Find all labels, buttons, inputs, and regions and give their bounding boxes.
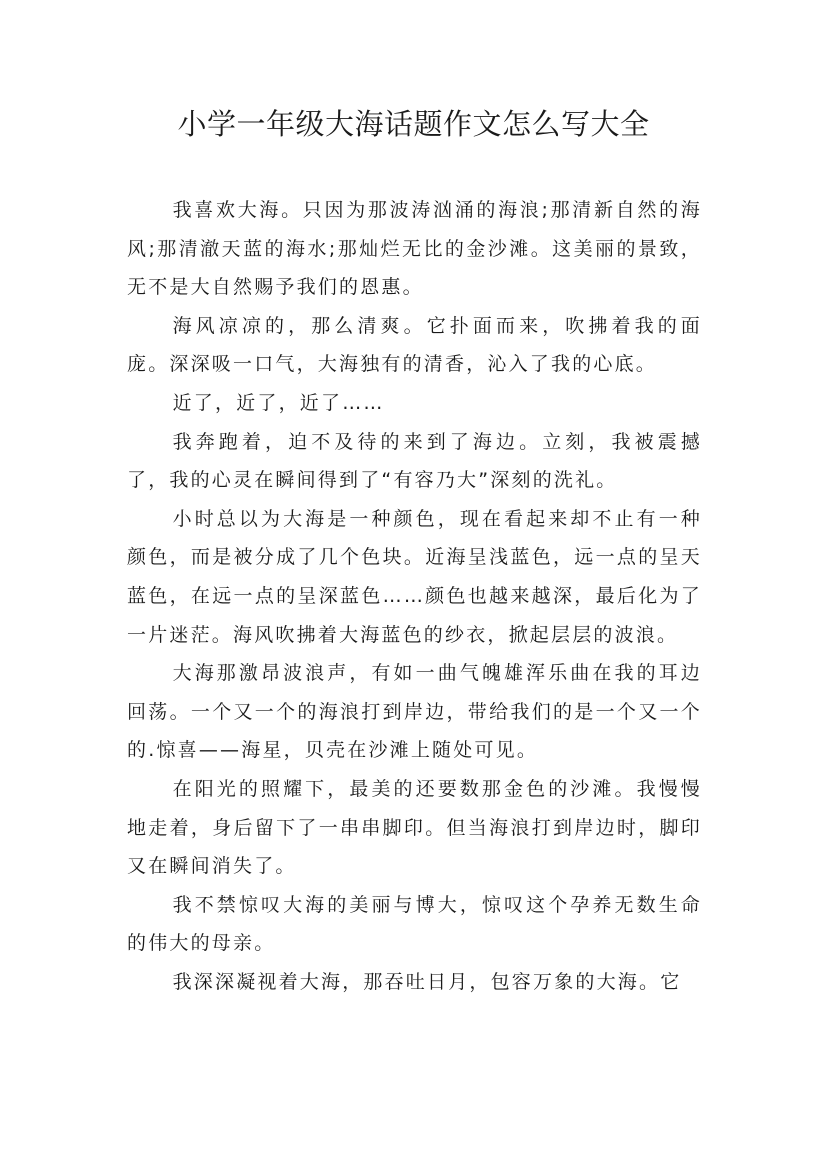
document-body (127, 191, 702, 1001)
paragraph: 海风凉凉的，那么清爽。它扑面而来，吹拂着我的面庞。深深吸一口气，大海独有的清香，沁入了我的心底。 (127, 314, 702, 376)
paragraph: 我不禁惊叹大海的美丽与博大，惊叹这个孕养无数生命的伟大的母亲。 (127, 893, 702, 955)
paragraph: 近了，近了，近了…… (172, 391, 385, 414)
paragraph: 我奔跑着，迫不及待的来到了海边。立刻，我被震撼了，我的心灵在瞬间得到了“有容乃大”深刻的洗礼。 (127, 430, 702, 492)
paragraph: 我喜欢大海。只因为那波涛汹涌的海浪;那清新自然的海风;那清澈天蓝的海水;那灿烂无比的金沙滩。这美丽的景致，无不是大自然赐予我们的恩惠。 (127, 199, 702, 299)
document-title: 小学一年级大海话题作文怎么写大全 (177, 107, 650, 141)
paragraph: 大海那激昂波浪声，有如一曲气魄雄浑乐曲在我的耳边回荡。一个又一个的海浪打到岸边，带给我们的是一个又一个的.惊喜——海星，贝壳在沙滩上随处可见。 (127, 662, 702, 762)
paragraph: 我深深凝视着大海，那吞吐日月，包容万象的大海。它 (172, 970, 682, 993)
paragraph: 在阳光的照耀下，最美的还要数那金色的沙滩。我慢慢地走着，身后留下了一串串脚印。但当海浪打到岸边时，脚印又在瞬间消失了。 (127, 777, 702, 878)
paragraph: 小时总以为大海是一种颜色，现在看起来却不止有一种颜色，而是被分成了几个色块。近海呈浅蓝色，远一点的呈天蓝色，在远一点的呈深蓝色……颜色也越来越深，最后化为了一片迷茫。海风吹拂着大海蓝色的纱衣，掀起层层的波浪。 (127, 507, 702, 646)
